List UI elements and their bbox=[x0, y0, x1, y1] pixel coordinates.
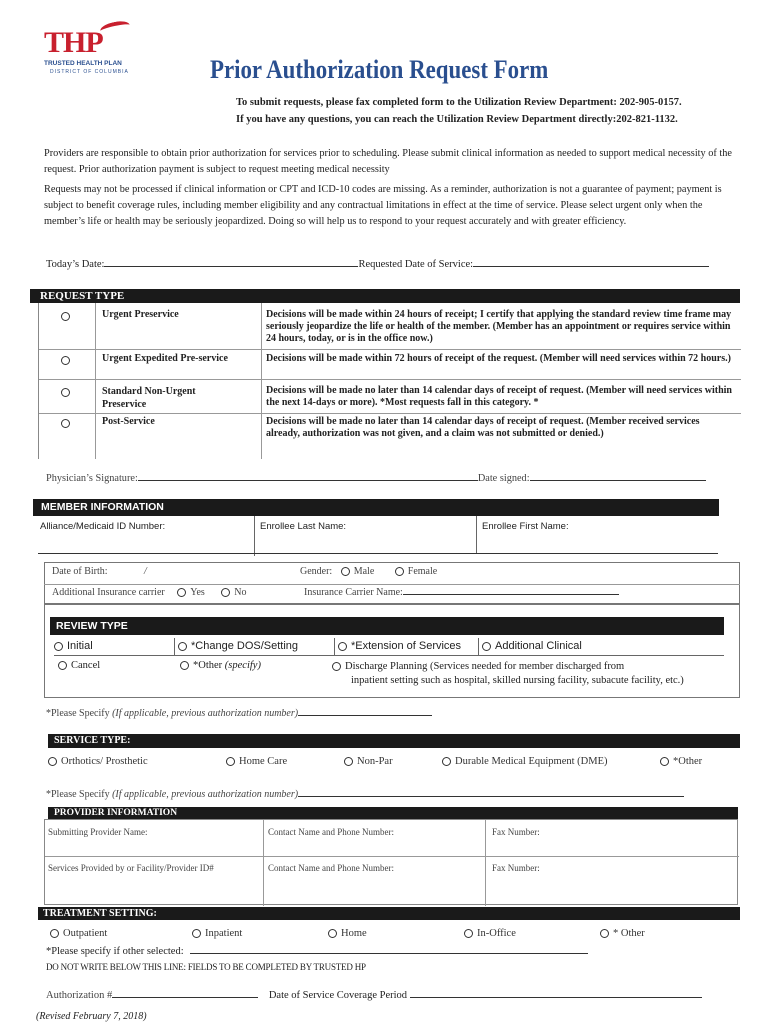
dob-label: Date of Birth: bbox=[52, 566, 108, 577]
ins-no-label: No bbox=[234, 587, 247, 598]
radio-urgent-expedited[interactable] bbox=[61, 356, 70, 365]
gender-label: Gender: bbox=[300, 566, 333, 577]
treatment-setting-header: TREATMENT SETTING: bbox=[38, 907, 740, 920]
review-additional-clinical[interactable]: Additional Clinical bbox=[482, 640, 582, 652]
insurance-carrier-field[interactable] bbox=[304, 587, 619, 598]
radio-post-service[interactable] bbox=[61, 419, 70, 428]
enrollee-first-name-label: Enrollee First Name: bbox=[482, 521, 569, 532]
service-non-par[interactable]: Non-Par bbox=[344, 756, 393, 767]
review-options-row1 bbox=[54, 640, 724, 657]
revised-date: (Revised February 7, 2018) bbox=[36, 1011, 147, 1022]
submitting-provider-label: Submitting Provider Name: bbox=[48, 827, 148, 837]
ins-yes-label: Yes bbox=[190, 587, 205, 598]
dob-field[interactable] bbox=[52, 566, 147, 577]
services-provided-label: Services Provided by or Facility/Provider ID# bbox=[48, 863, 214, 873]
gender-field bbox=[300, 566, 437, 577]
submit-instructions: To submit requests, please fax completed form to the Utilization Review Department: 202-905-0157. bbox=[236, 97, 682, 108]
provider-info-header: PROVIDER INFORMATION bbox=[48, 807, 738, 819]
female-label: Female bbox=[407, 566, 438, 577]
questions-instructions: If you have any questions, you can reach the Utilization Review Department directly:202-821-1132. bbox=[236, 114, 678, 125]
treatment-specify[interactable]: *Please specify if other selected: bbox=[46, 946, 588, 957]
service-dme[interactable]: Durable Medical Equipment (DME) bbox=[442, 756, 608, 767]
insurance-carrier-label: Insurance Carrier Name: bbox=[304, 587, 403, 598]
requested-date-label: Requested Date of Service: bbox=[358, 259, 474, 270]
please-specify-2[interactable]: *Please Specify (If applicable, previous authorization number) bbox=[46, 789, 684, 800]
review-extension[interactable]: *Extension of Services bbox=[338, 640, 461, 652]
request-type-header: REQUEST TYPE bbox=[30, 289, 740, 303]
service-type-header: SERVICE TYPE: bbox=[48, 734, 740, 748]
contact-1-label: Contact Name and Phone Number: bbox=[268, 827, 394, 837]
treatment-home[interactable]: Home bbox=[328, 928, 367, 939]
logo-line1: TRUSTED HEALTH PLAN bbox=[44, 60, 122, 67]
authorization-label: Authorization # bbox=[46, 990, 113, 1001]
service-orthotics[interactable]: Orthotics/ Prosthetic bbox=[48, 756, 148, 767]
logo-line2: DISTRICT OF COLUMBIA bbox=[50, 69, 129, 75]
review-cancel[interactable]: Cancel bbox=[58, 660, 100, 671]
do-not-write-notice: DO NOT WRITE BELOW THIS LINE: FIELDS TO BE COMPLETED BY TRUSTED HP bbox=[46, 962, 366, 972]
service-home-care[interactable]: Home Care bbox=[226, 756, 287, 767]
logo-letters: THP bbox=[44, 26, 103, 59]
todays-date-label: Today’s Date: bbox=[46, 259, 105, 270]
review-type-header: REVIEW TYPE bbox=[50, 617, 724, 635]
review-initial[interactable]: Initial bbox=[54, 640, 93, 652]
radio-female[interactable] bbox=[395, 567, 404, 576]
radio-ins-yes[interactable] bbox=[177, 588, 186, 597]
page-title: Prior Authorization Request Form bbox=[210, 55, 549, 84]
review-discharge[interactable]: Discharge Planning (Services needed for member discharged from inpatient setting such as hospital, skilled nursing facility, subacute facility, etc.) bbox=[332, 660, 684, 688]
radio-urgent-preservice[interactable] bbox=[61, 312, 70, 321]
physician-signature-field[interactable] bbox=[46, 473, 706, 484]
please-specify-1[interactable]: *Please Specify (If applicable, previous authorization number) bbox=[46, 708, 432, 719]
radio-standard-non-urgent[interactable] bbox=[61, 388, 70, 397]
radio-male[interactable] bbox=[341, 567, 350, 576]
coverage-period-label: Date of Service Coverage Period bbox=[268, 990, 408, 1001]
treatment-outpatient[interactable]: Outpatient bbox=[50, 928, 107, 939]
member-info-header: MEMBER INFORMATION bbox=[33, 499, 719, 516]
physician-signature-label: Physician’s Signature: bbox=[46, 473, 138, 484]
review-other[interactable]: *Other (specify) bbox=[180, 660, 261, 671]
logo-swoosh-icon bbox=[99, 19, 131, 37]
treatment-in-office[interactable]: In-Office bbox=[464, 928, 516, 939]
enrollee-last-name-label: Enrollee Last Name: bbox=[260, 521, 347, 532]
radio-ins-no[interactable] bbox=[221, 588, 230, 597]
fax-2-label: Fax Number: bbox=[492, 863, 540, 873]
intro-paragraph-2: Requests may not be processed if clinical information or CPT and ICD-10 codes are missing. As a reminder, authorization is not a guarantee of payment; payment is subject to benefit coverage rules, including member eligibility and any contractual limitations in effect at the time of service. Please select urgent only when the member’s life or health may be seriously jeopardized. Doing so will help us to respond to your request accurately and with greater efficiency. bbox=[44, 184, 722, 227]
authorization-field[interactable] bbox=[46, 990, 702, 1001]
logo bbox=[40, 22, 140, 82]
treatment-inpatient[interactable]: Inpatient bbox=[192, 928, 242, 939]
treatment-other[interactable]: * Other bbox=[600, 928, 645, 939]
todays-date-field[interactable] bbox=[46, 259, 709, 270]
date-signed-label: Date signed: bbox=[477, 473, 530, 484]
contact-2-label: Contact Name and Phone Number: bbox=[268, 863, 394, 873]
member-id-label: Alliance/Medicaid ID Number: bbox=[40, 521, 166, 532]
intro-paragraph-1: Providers are responsible to obtain prior authorization for services prior to scheduling. Please submit clinical information as needed to support medical necessity of the request. Prior authorization payment is subject to request meeting medical necessity bbox=[44, 148, 732, 175]
fax-1-label: Fax Number: bbox=[492, 827, 540, 837]
dob-value: / bbox=[144, 566, 147, 577]
male-label: Male bbox=[353, 566, 375, 577]
service-other[interactable]: *Other bbox=[660, 756, 702, 767]
review-change-dos[interactable]: *Change DOS/Setting bbox=[178, 640, 298, 652]
additional-insurance-label: Additional Insurance carrier bbox=[52, 587, 165, 598]
additional-insurance-field bbox=[52, 587, 247, 598]
